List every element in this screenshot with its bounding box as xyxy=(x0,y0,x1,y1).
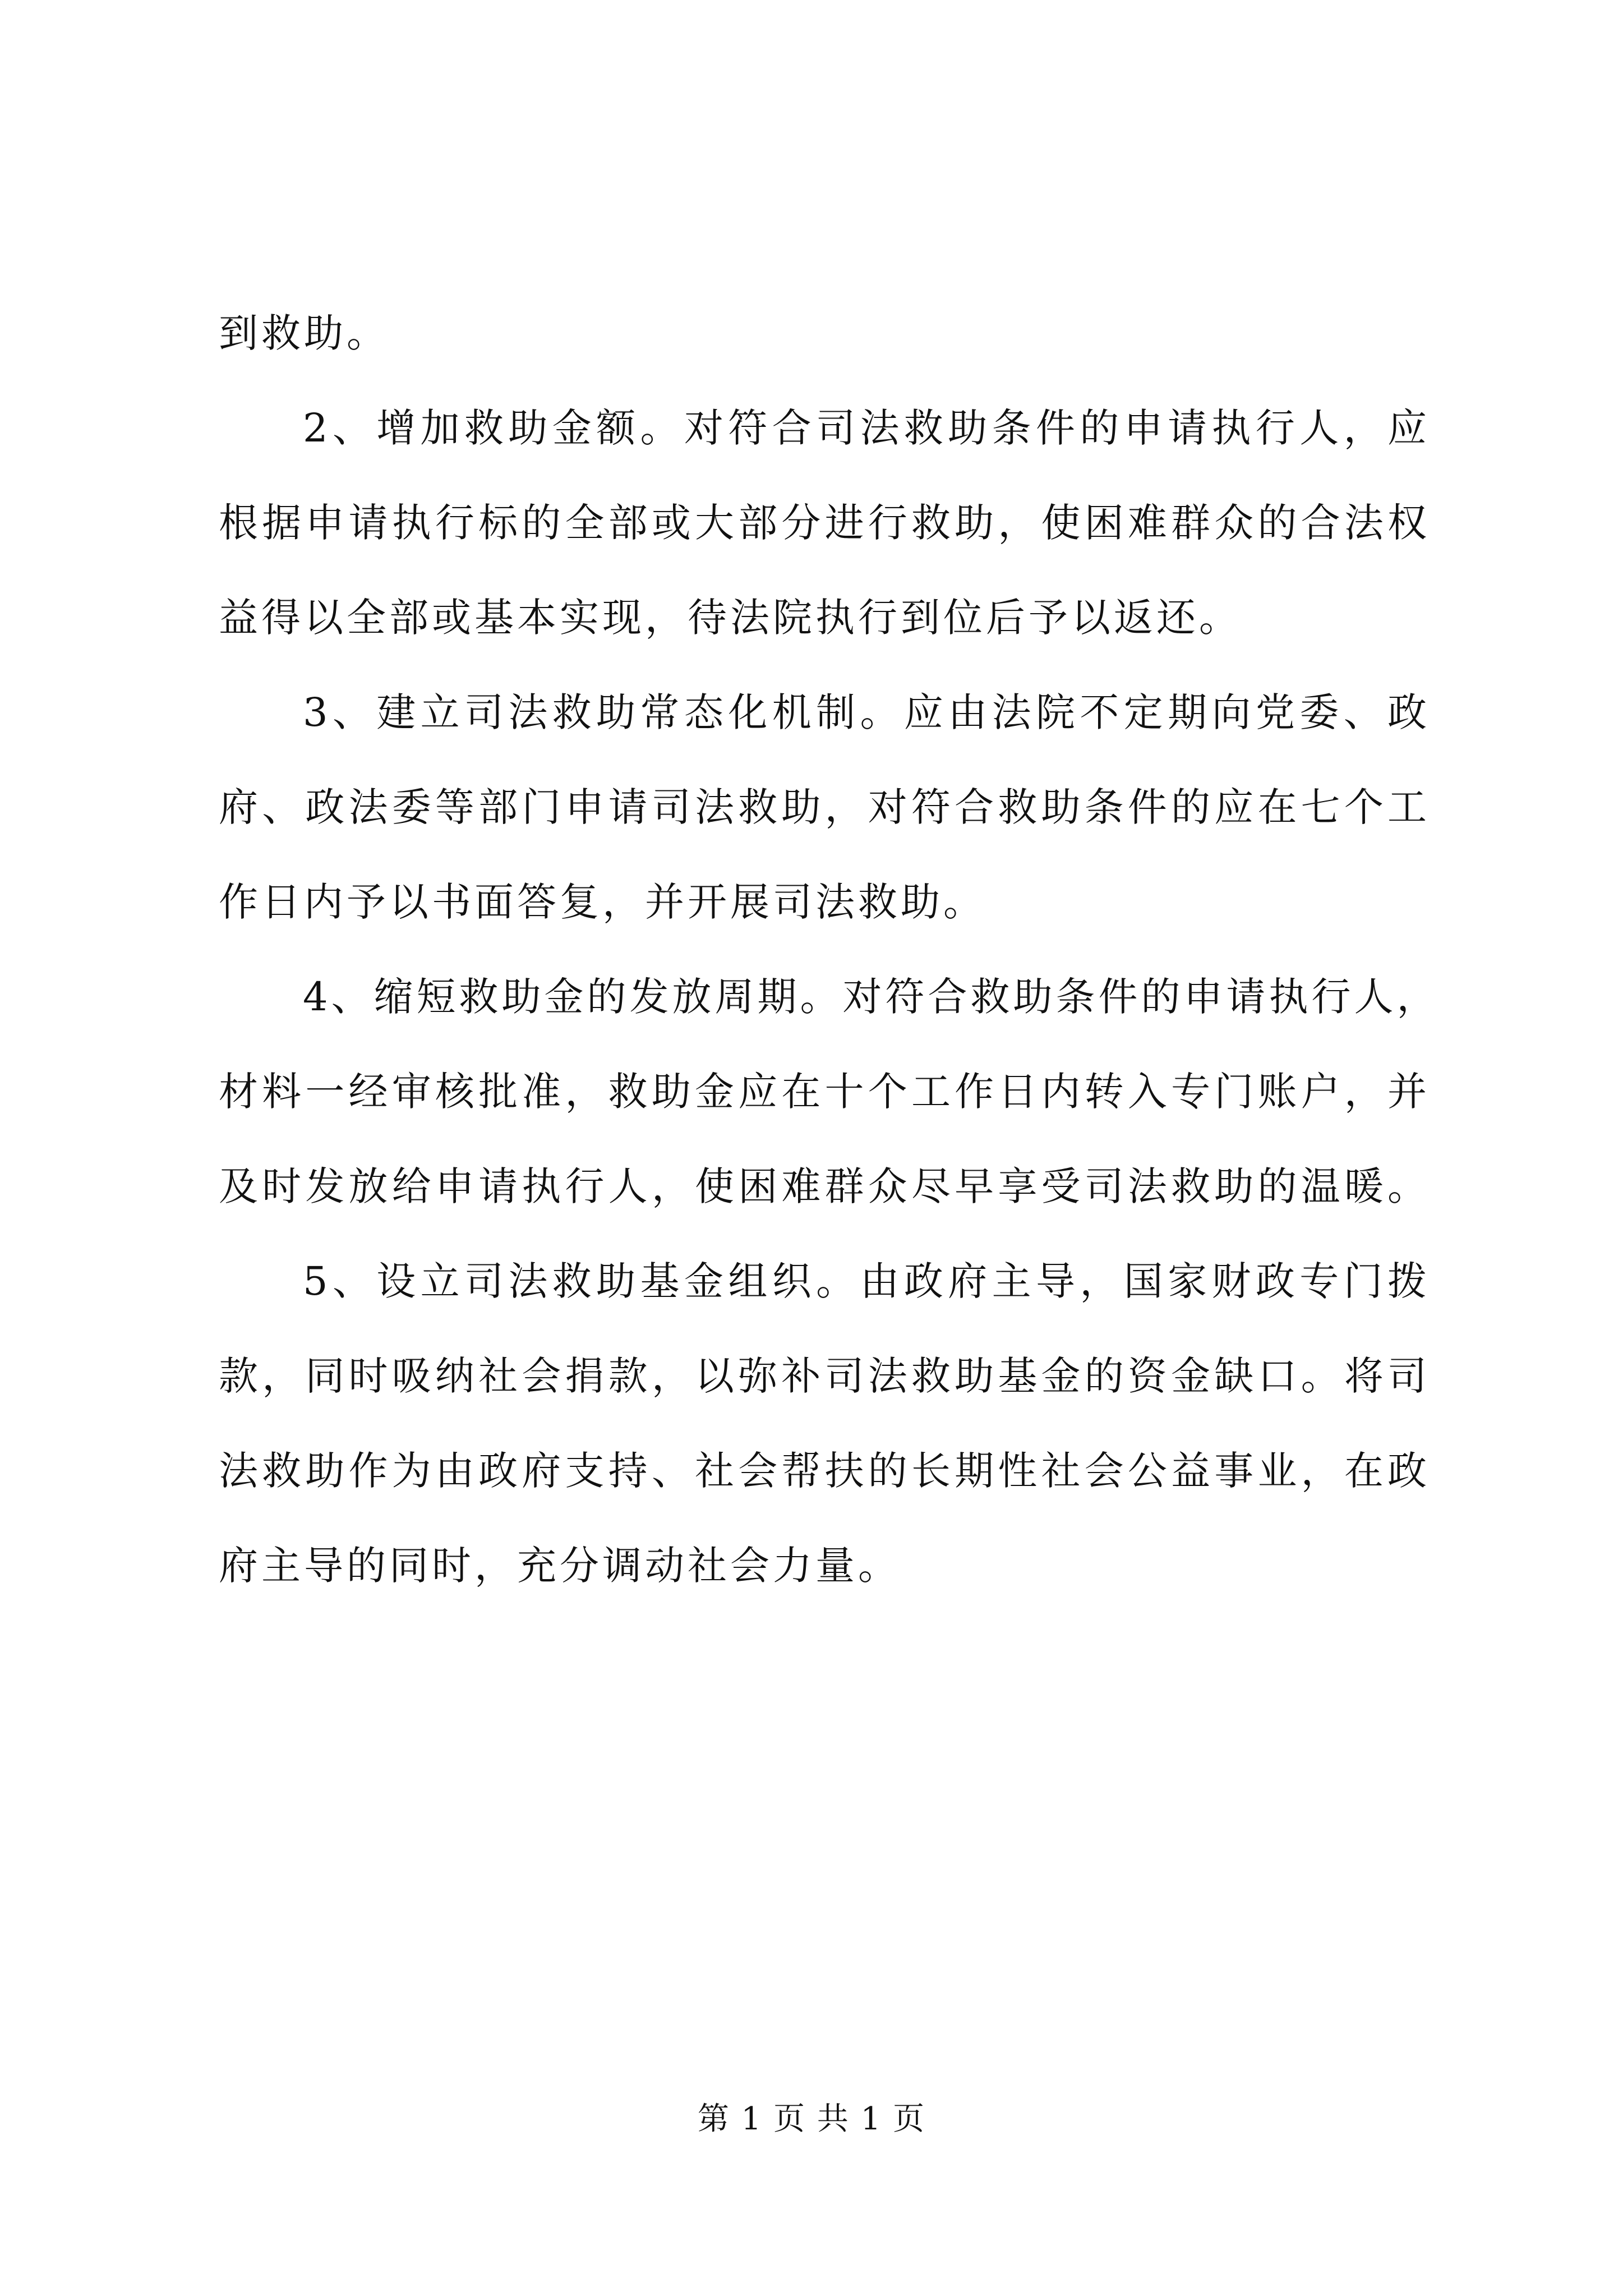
paragraph-3-line-3: 作日内予以书面答复，并开展司法救助。 xyxy=(219,879,986,925)
page-number-footer: 第 1 页 共 1 页 xyxy=(697,2101,926,2137)
paragraph-2-line-3: 益得以全部或基本实现，待法院执行到位后予以返还。 xyxy=(219,595,1242,641)
paragraph-2-line-1: 2、增加救助金额。对符合司法救助条件的申请执行人，应 xyxy=(303,405,1430,451)
paragraph-5-line-2: 款，同时吸纳社会捐款，以弥补司法救助基金的资金缺口。将司 xyxy=(219,1353,1430,1399)
paragraph-4-line-3: 及时发放给申请执行人，使困难群众尽早享受司法救助的温暖。 xyxy=(219,1163,1430,1209)
paragraph-3-line-2: 府、政法委等部门申请司法救助，对符合救助条件的应在七个工 xyxy=(219,784,1430,830)
paragraph-5-line-3: 法救助作为由政府支持、社会帮扶的长期性社会公益事业，在政 xyxy=(219,1448,1430,1494)
paragraph-2-line-2: 根据申请执行标的全部或大部分进行救助，使困难群众的合法权 xyxy=(219,500,1430,546)
paragraph-3-line-1: 3、建立司法救助常态化机制。应由法院不定期向党委、政 xyxy=(303,689,1430,735)
paragraph-4-line-1: 4、缩短救助金的发放周期。对符合救助条件的申请执行人， xyxy=(303,974,1440,1020)
paragraph-4-line-2: 材料一经审核批准，救助金应在十个工作日内转入专门账户，并 xyxy=(219,1069,1430,1115)
paragraph-5-line-1: 5、设立司法救助基金组织。由政府主导，国家财政专门拨 xyxy=(303,1258,1430,1304)
paragraph-5-line-4: 府主导的同时，充分调动社会力量。 xyxy=(219,1543,901,1589)
paragraph-1-line-1: 到救助。 xyxy=(219,310,389,356)
